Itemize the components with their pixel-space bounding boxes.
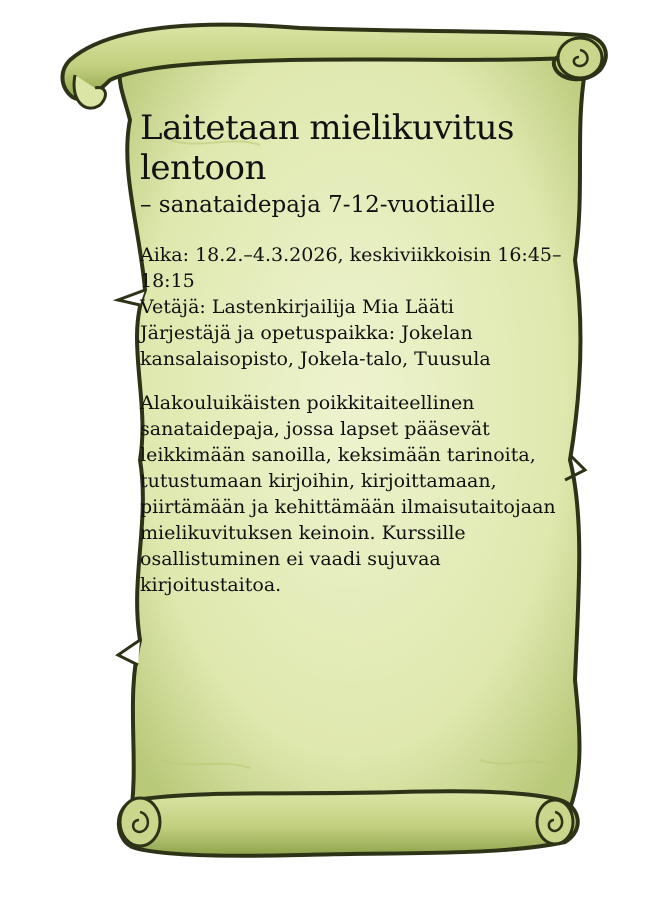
poster-title: Laitetaan mielikuvitus lentoon: [140, 108, 514, 188]
scroll-edge-notch: [118, 640, 140, 665]
event-location: Järjestäjä ja opetuspaikka: Jokelan kansalaisopisto, Jokela-talo, Tuusula: [140, 322, 491, 370]
event-details: [140, 242, 580, 372]
event-instructor: Vetäjä: Lastenkirjailija Mia Lääti: [140, 296, 454, 318]
event-time: Aika: 18.2.–4.3.2026, keskiviikkoisin 16:45–18:15: [140, 244, 562, 292]
poster-subtitle: – sanataidepaja 7-12-vuotiaille: [140, 192, 496, 218]
scroll-bottom-roll-end: [120, 798, 160, 846]
poster-content: [140, 108, 580, 598]
scroll-top-roll-end: [558, 38, 602, 78]
event-description: Alakouluikäisten poikkitaiteellinen sanataidepaja, jossa lapset pääsevät leikkimään sanoilla, keksimään tarinoita, tutustumaan kirjoihin, kirjoittamaan, piirtämään ja kehittämään ilmaisutaitojaan mielikuvituksen keinoin. Kurssille osallistuminen ei vaadi sujuvaa kirjoitustaitoa.: [140, 392, 556, 596]
scroll-bottom-roll: [119, 791, 578, 855]
scroll-bottom-roll-end: [537, 800, 573, 844]
